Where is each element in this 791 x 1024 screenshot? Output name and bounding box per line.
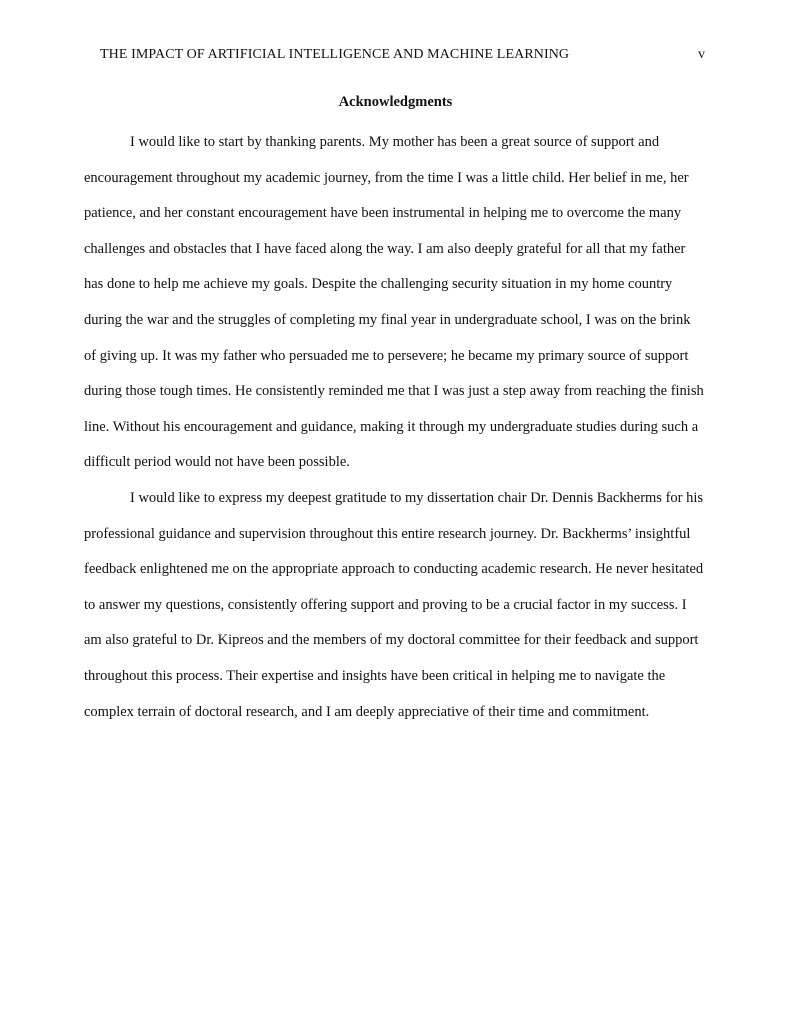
paragraph-parents: I would like to start by thanking parents. My mother has been a great source of support and encouragement throughout my academic journey, from the time I was a little child. Her belief in me, her patience, and her constant encouragement have been instrumental in helping me to overcome the many challenges and obstacles that I have faced along the way. I am also deeply grateful for all that my father has done to help me achieve my goals. Despite the challenging security situation in my home country during the war and the struggles of completing my final year in undergraduate school, I was on the brink of giving up. It was my father who persuaded me to persevere; he became my primary source of support during those tough times. He consistently reminded me that I was just a step away from reaching the finish line. Without his encouragement and guidance, making it through my undergraduate studies during such a difficult period would not have been possible. — [84, 134, 704, 471]
running-head: THE IMPACT OF ARTIFICIAL INTELLIGENCE AND MACHINE LEARNING — [100, 47, 570, 62]
section-heading: Acknowledgments — [338, 94, 453, 110]
page-number: v — [698, 47, 705, 62]
body-text — [84, 125, 704, 730]
paragraph-committee: I would like to express my deepest gratitude to my dissertation chair Dr. Dennis Backherms for his professional guidance and supervision throughout this entire research journey. Dr. Backherms’ insightful feedback enlightened me on the appropriate approach to conducting academic research. He never hesitated to answer my questions, consistently offering support and proving to be a crucial factor in my success. I am also grateful to Dr. Kipreos and the members of my doctoral committee for their feedback and support throughout this process. Their expertise and insights have been critical in helping me to navigate the complex terrain of doctoral research, and I am deeply appreciative of their time and commitment. — [84, 489, 704, 720]
